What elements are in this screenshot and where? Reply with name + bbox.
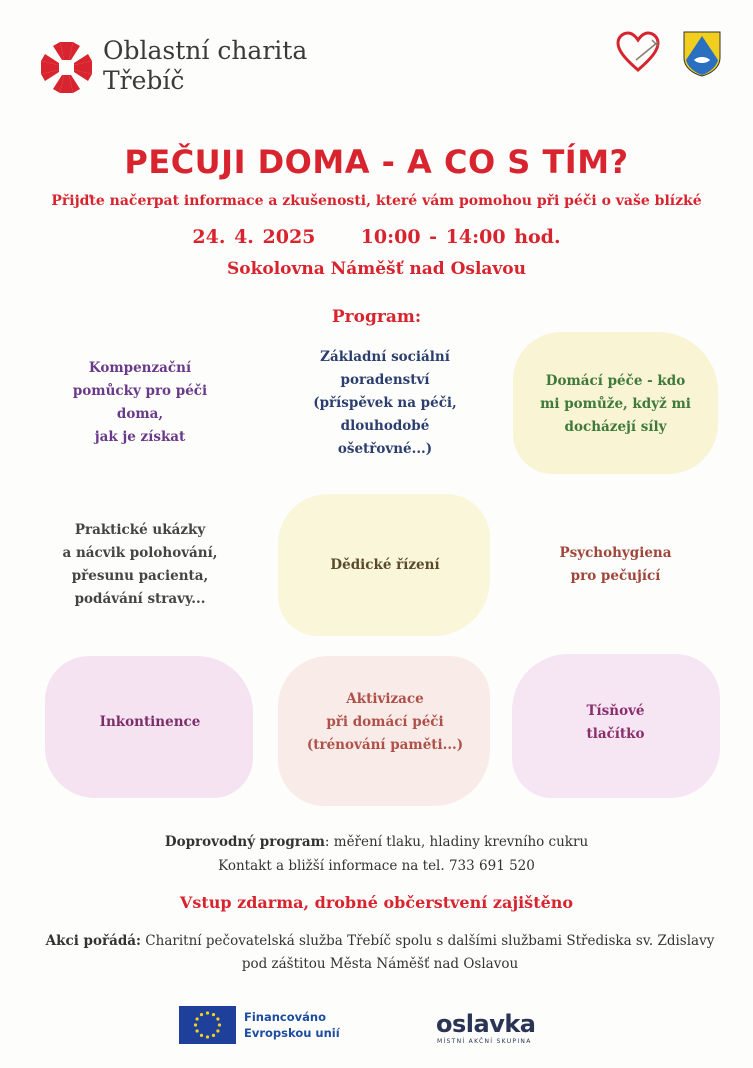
eu-flag-icon — [179, 1006, 236, 1044]
event-datetime — [0, 226, 753, 248]
program-item-prakticke-ukazky: Praktické ukázky a nácvik polohování, přesunu pacienta, podávání stravy... — [62, 522, 218, 607]
program-item-inkontinence: Inkontinence — [99, 714, 201, 730]
heart-icon — [614, 30, 662, 74]
organizer — [30, 930, 730, 976]
event-date: 24. 4. 2025 — [192, 226, 316, 248]
program-item-tisnove-tlacitko: Tísňové tlačítko — [586, 703, 645, 742]
organizer-text: Charitní pečovatelská služba Třebíč spolu s dalšími službami Střediska sv. Zdislavy — [141, 933, 715, 949]
side-program — [0, 834, 753, 850]
eu-funding-text: Financováno Evropskou unií — [244, 1010, 340, 1040]
program-item-aktivizace: Aktivizace při domácí péči (trénování paměti...) — [306, 691, 464, 753]
side-program-label: Doprovodný program — [164, 834, 325, 850]
program-item-kompenzacni-pomucky: Kompenzační pomůcky pro péči doma, jak je získat — [72, 360, 208, 445]
program-item-domaci-pece: Domácí péče - kdo mi pomůže, když mi docházejí síly — [540, 373, 691, 435]
oslavka-logo: oslavka — [436, 1010, 536, 1038]
event-time: 10:00 - 14:00 hod. — [360, 226, 561, 248]
free-entry: Vstup zdarma, drobné občerstvení zajištěno — [179, 893, 574, 912]
side-program-text: : měření tlaku, hladiny krevního cukru — [324, 834, 589, 850]
coat-of-arms-icon — [682, 30, 722, 78]
organizer-label: Akci pořádá: — [45, 933, 142, 949]
org-name-line1: Oblastní charita — [103, 36, 308, 65]
org-name — [103, 36, 307, 96]
event-title: PEČUJI DOMA - A CO S TÍM? — [124, 143, 629, 181]
program-label: Program: — [331, 307, 422, 327]
program-item-socialni-poradenstvi: Základní sociální poradenství (příspěvek na péči, dlouhodobé ošetřovné...) — [313, 349, 457, 457]
program-item-dedicke-rizeni: Dědické řízení — [330, 557, 440, 573]
contact-info: Kontakt a bližší informace na tel. 733 691 520 — [218, 858, 535, 874]
event-subtitle: Přijďte načerpat informace a zkušenosti, které vám pomohou při péči o vaše blízké — [51, 193, 702, 209]
charity-cross-icon — [39, 40, 94, 95]
event-venue: Sokolovna Náměšť nad Oslavou — [226, 259, 526, 279]
oslavka-subtitle: MÍSTNÍ AKČNÍ SKUPINA — [437, 1038, 532, 1045]
program-item-psychohygiena: Psychohygiena pro pečující — [559, 545, 672, 584]
org-name-line2: Třebíč — [103, 66, 185, 95]
organizer-line2: pod záštitou Města Náměšť nad Oslavou — [241, 956, 519, 972]
